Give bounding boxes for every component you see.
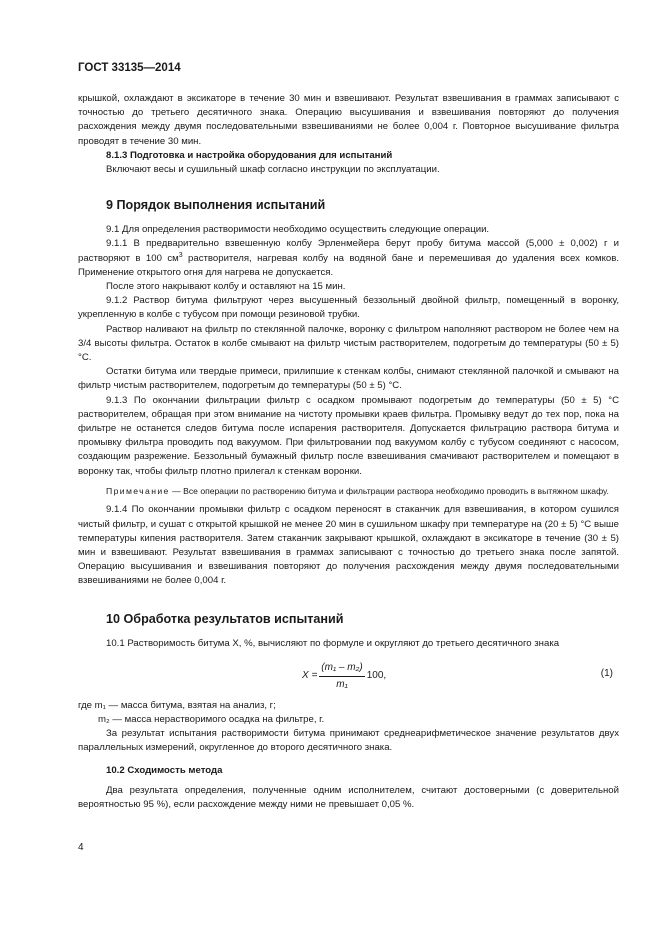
subsection-10-2-text: Два результата определения, полученные одним исполнителем, считают достоверными (с доверительной вероятностью 95 %), если расхождение между ними не превышает 0,05 %. (78, 784, 619, 811)
section-10-title: 10 Обработка результатов испытаний (106, 611, 344, 626)
page-number: 4 (78, 842, 84, 853)
formula-rhs: 100, (366, 670, 387, 682)
superscript-cube: 3 (178, 251, 183, 259)
where-m1: где m₁ — масса битума, взятая на анализ, г; (78, 699, 276, 711)
paragraph-9-1-2: 9.1.2 Раствор битума фильтруют через высушенный беззольный двойной фильтр, помещенный в воронку, укрепленную в колбе с тубусом при помощи резиновой трубки. (78, 295, 619, 321)
paragraph-9-1-3: 9.1.3 По окончании фильтрации фильтр с осадком промывают подогретым до температуры (50 ± 5) °C растворителем, обращая при этом внимание на чистоту промывки краев фильтра. Промывку ведут до тех пор, пока на фильтре не останется следов битума после испарения растворителя. Допускается фильтрацию раствора битума и промывку фильтра проводить под вакуумом. При фильтровании под вакуумом колбу с тубусом соединяют с насосом, создающим разрежение. Беззольный бумажный фильтр после взвешивания смачивают растворителем и помещают в воронку так, чтобы фильтр плотно прилегал к стенкам воронки. (78, 394, 619, 477)
note (78, 485, 619, 498)
formula-denominator: m₁ (336, 679, 348, 690)
formula-lhs: X = (302, 670, 318, 682)
document-id: ГОСТ 33135—2014 (78, 62, 181, 74)
paragraph-9-1-1: 9.1.1 В предварительно взвешенную колбу Эрленмейера берут пробу битума массой (5,000 ± 0,002) г и растворяют в 100 $см^3$ растворителя, нагревая колбу на водяной бане и перемешивая до удаления всех комков. Применение открытого огня для нагрева не допускается. (78, 238, 619, 278)
subsection-8-1-3-text: Включают весы и сушильный шкаф согласно инструкции по эксплуатации. (106, 164, 440, 176)
note-text: — Все операции по растворению битума и фильтрации раствора необходимо проводить в вытяжном шкафу. (169, 485, 609, 496)
formula-fraction (319, 661, 364, 692)
paragraph-9-1-4: 9.1.4 По окончании промывки фильтр с осадком переносят в стаканчик для взвешивания, в котором сушился чистый фильтр, и сушат с открытой крышкой не менее 20 мин в сушильном шкафу при температуре на (20 ± 5) °C выше температуры кипения растворителя. Затем стаканчик закрывают крышкой, охлаждают в эксикаторе в течение (30 ± 5) мин и взвешивают. Результат взвешивания в граммах записывают с точностью до третьего знака после запятой. Операцию высушивания и взвешивания повторяют до получения расхождения между двумя последовательными взвешиваниями не более 0,004 г. (78, 504, 619, 587)
paragraph-10-1: 10.1 Растворимость битума X, %, вычисляют по формуле и округляют до третьего десятичного знака (106, 637, 560, 649)
section-9-title: 9 Порядок выполнения испытаний (106, 198, 326, 213)
subsection-8-1-3-title: 8.1.3 Подготовка и настройка оборудования для испытаний (106, 149, 393, 161)
where-m2: m₂ — масса нерастворимого осадка на фильтре, г. (98, 714, 325, 725)
paragraph-cover-flask: После этого накрывают колбу и оставляют на 15 мин. (106, 281, 346, 293)
subsection-10-2-title: 10.2 Сходимость метода (106, 764, 223, 776)
note-label: Примечание (106, 485, 170, 496)
formula-number: (1) (600, 667, 613, 679)
formula-numerator: (m₁ – m₂) (319, 661, 364, 677)
paragraph-remove-residue: Остатки битума или твердые примеси, прилипшие к стенкам колбы, снимают стеклянной палочкой и смывают на фильтр чистым растворителем, подогретым до температуры (50 ± 5) °C. (78, 366, 619, 392)
document-body (78, 92, 619, 812)
paragraph-9-1: 9.1 Для определения растворимости необходимо осуществить следующие операции. (106, 224, 490, 236)
formula-1 (78, 655, 619, 697)
paragraph-continuation: крышкой, охлаждают в эксикаторе в течение 30 мин и взвешивают. Результат взвешивания в граммах записывают с точностью до третьего десятичного знака. Операцию высушивания и взвешивания повторяют до получения расхождения между двумя последовательными взвешиваниями не более 0,004 г. Повторное высушивание фильтра проводят в течение 30 мин. (78, 93, 619, 147)
paragraph-pour-solution: Раствор наливают на фильтр по стеклянной палочке, воронку с фильтром наполняют раствором не более чем на 3/4 высоты фильтра. Остаток в колбе смывают на фильтр чистым растворителем, подогретым до температуры (50 ± 5) °C. (78, 323, 619, 364)
paragraph-result: За результат испытания растворимости битума принимают среднеарифметическое значение результатов двух параллельных измерений, округленное до второго десятичного знака. (78, 728, 619, 754)
